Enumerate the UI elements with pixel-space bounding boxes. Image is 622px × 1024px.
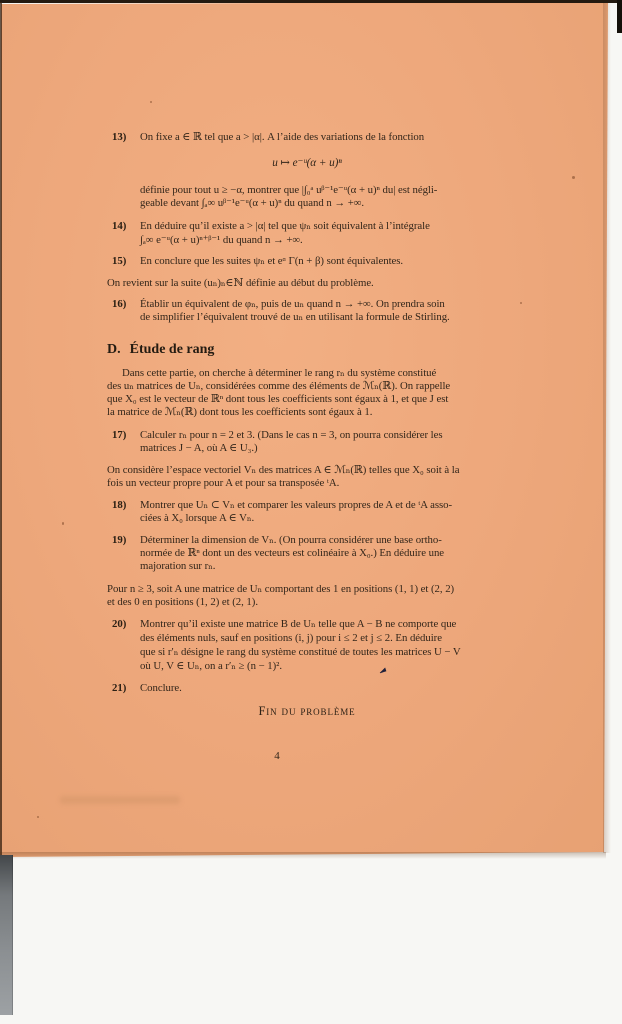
paraP-line2: et des 0 en positions (1, 2) et (2, 1).: [107, 596, 258, 608]
paraP-line1: Pour n ≥ 3, soit A une matrice de Uₙ comportant des 1 en positions (1, 1) et (2, 2): [107, 583, 455, 595]
item14-number: 14): [112, 220, 127, 232]
item13-line1: On fixe a ∈ ℝ tel que a > |α|. A l’aide des variations de la fonction: [140, 131, 425, 143]
item16-line2: de simplifier l’équivalent trouvé de uₙ en utilisant la formule de Stirling.: [140, 311, 450, 323]
item20-number: 20): [112, 618, 127, 630]
paraD-line2: des uₙ matrices de Uₙ, considérées comme des éléments de ℳₙ(ℝ). On rappelle: [107, 380, 451, 392]
item20-line1: Montrer qu’il existe une matrice B de Uₙ telle que A − B ne comporte que: [140, 618, 457, 630]
item21-line1: Conclure.: [140, 682, 182, 694]
item18-line2: ciées à X₀ lorsque A ∈ Vₙ.: [140, 512, 255, 524]
item19-number: 19): [112, 534, 127, 546]
item20-line4: où U, V ∈ Uₙ, on a r′ₙ ≥ (n − 1)².: [140, 660, 283, 672]
scan-left-edge: [0, 2, 2, 858]
ink-mark: [379, 666, 388, 675]
item21-number: 21): [112, 682, 127, 694]
item17-line2: matrices J − A, où A ∈ U₃.): [140, 442, 258, 454]
item16-line1: Établir un équivalent de φₙ, puis de uₙ quand n → +∞. On prendra soin: [140, 298, 445, 310]
paper-speck: [37, 816, 39, 818]
section-title: Étude de rang: [129, 342, 215, 357]
item20-line2: des éléments nuls, sauf en positions (i, j) pour i ≤ 2 et j ≤ 2. En déduire: [140, 632, 442, 644]
item14-line1: En déduire qu’il existe a > |α| tel que ψₙ soit équivalent à l’intégrale: [140, 220, 430, 232]
paraD-line4: la matrice de ℳₙ(ℝ) dont tous les coefficients sont égaux à 1.: [107, 406, 373, 418]
formula-13: u ↦ e⁻ᵘ(α + u)ⁿ: [272, 157, 342, 169]
paraD-line3: que X₀ est le vecteur de ℝⁿ dont tous les coefficients sont égaux à 1, et que J est: [107, 393, 449, 405]
paper-speck: [572, 176, 575, 179]
scan-top-edge: [0, 0, 622, 3]
page-number: 4: [274, 750, 280, 762]
item19-line1: Déterminer la dimension de Vₙ. (On pourra considérer une base ortho-: [140, 534, 442, 546]
binding-strip: [0, 855, 13, 1015]
item17-line1: Calculer rₙ pour n = 2 et 3. (Dans le cas n = 3, on pourra considérer les: [140, 429, 443, 441]
item18-number: 18): [112, 499, 127, 511]
item20-line3: que si r′ₙ désigne le rang du système constitué de toutes les matrices U − V: [140, 646, 461, 658]
bleed-through-smudge: [60, 796, 180, 804]
item18-line1: Montrer que Uₙ ⊂ Vₙ et comparer les valeurs propres de A et de ᵗA asso-: [140, 499, 453, 511]
paper-speck: [62, 522, 64, 525]
item16-number: 16): [112, 298, 127, 310]
item14-line2: ∫ₐ∞ e⁻ᵘ(α + u)ⁿ⁺ᵝ⁻¹ du quand n → +∞.: [140, 234, 303, 246]
item13-number: 13): [112, 131, 127, 143]
item15-line1: En conclure que les suites ψₙ et eᵅ Γ(n + β) sont équivalentes.: [140, 255, 404, 267]
scan-corner-artifact: [617, 0, 622, 33]
item17-number: 17): [112, 429, 127, 441]
section-heading-d: [107, 340, 214, 358]
note-sequence-un: On revient sur la suite (uₙ)ₙ∈ℕ définie au début du problème.: [107, 277, 374, 289]
paper-speck: [520, 302, 522, 304]
paraV-line1: On considère l’espace vectoriel Vₙ des matrices A ∈ ℳₙ(ℝ) telles que X₀ soit à la: [107, 464, 460, 476]
paraD-line1: Dans cette partie, on cherche à déterminer le rang rₙ du système constitué: [122, 367, 437, 379]
section-letter: D.: [107, 342, 121, 357]
item19-line2: normée de ℝⁿ dont un des vecteurs est colinéaire à X₀.) En déduire une: [140, 547, 445, 559]
item19-line3: majoration sur rₙ.: [140, 560, 216, 572]
item13-cont-line1: définie pour tout u ≥ −α, montrer que |∫₀ᵃ uᵝ⁻¹e⁻ᵘ(α + u)ⁿ du| est négli-: [140, 184, 438, 196]
end-of-problem-label: Fin du problème: [258, 704, 356, 718]
paper-speck: [150, 101, 152, 103]
item13-cont-line2: geable devant ∫ₐ∞ uᵝ⁻¹e⁻ᵘ(α + u)ⁿ du quand n → +∞.: [140, 197, 365, 209]
item15-number: 15): [112, 255, 127, 267]
paraV-line2: fois un vecteur propre pour A et pour sa transposée ᵗA.: [107, 477, 340, 489]
